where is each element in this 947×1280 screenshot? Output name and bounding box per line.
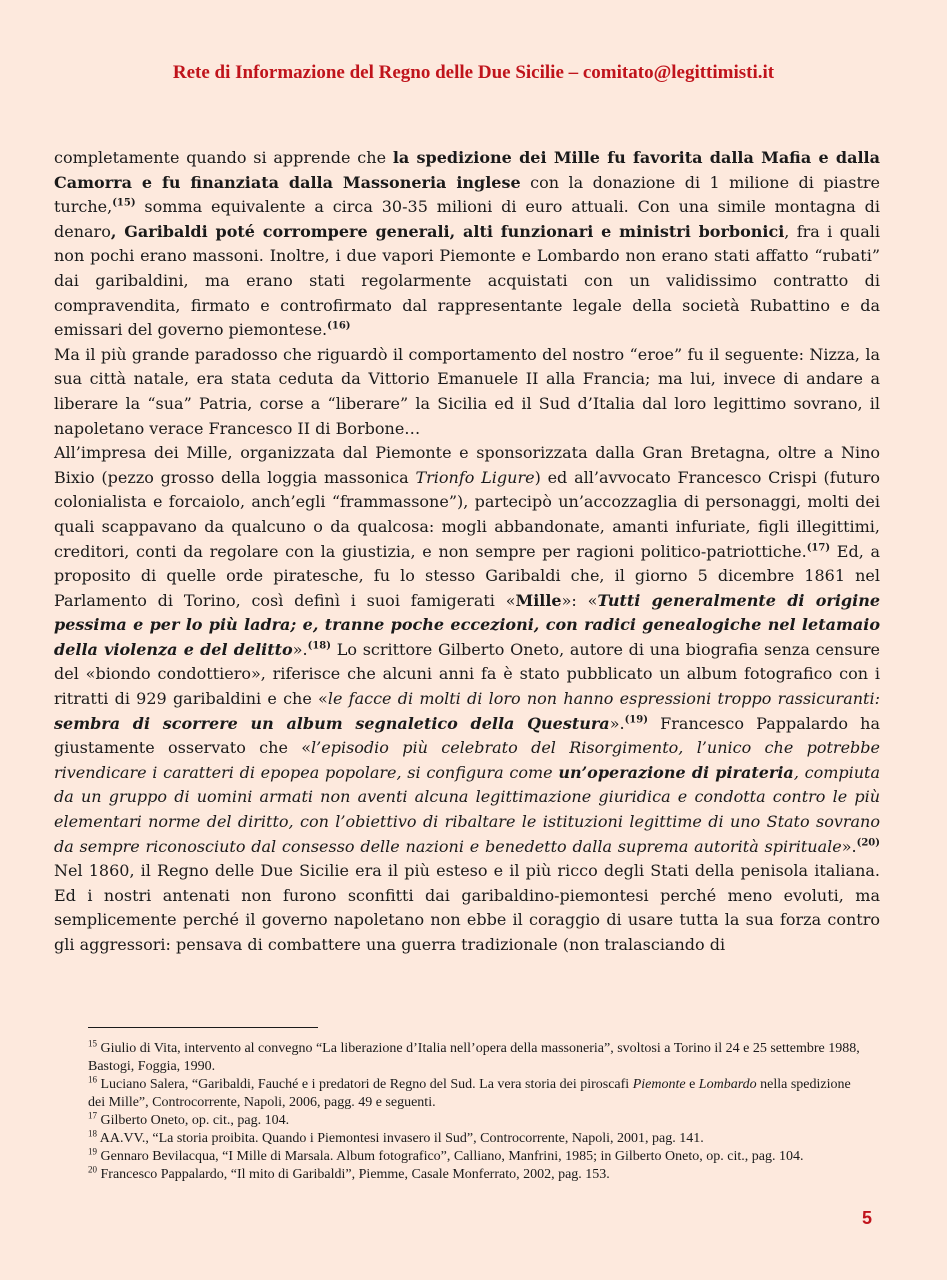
text-run: ) ed all’avvocato Francesco Crispi (futuro colonialista e forcaiolo, anch’egli “frammassone”), partecipò un’accozzaglia di personaggi, molti dei quali scappavano da qualcuno o da qualcosa: mogli abbandonate, amanti infuriate, figli illegittimi, creditori, conti da regolare con la giustizia, e non sempre per ragioni politico-patriottiche. xyxy=(54,467,880,561)
italic-text: Piemonte xyxy=(632,1077,686,1092)
text-run: ». xyxy=(609,713,625,733)
text-run: Giulio di Vita, intervento al convegno “La liberazione d’Italia nell’opera della massoneria”, svoltosi a Torino il 24 e 25 settembre 1988, Bastogi, Foggia, 1990. xyxy=(88,1041,860,1074)
emphasis-text: sembra di scorrere un album segnaletico della Questura xyxy=(54,713,610,733)
italic-text: l’episodio più celebrato del Risorgimento, l’unico che potrebbe rivendicare i caratteri di epopea popolare, si configura come xyxy=(54,738,880,782)
italic-text: le facce di molti di loro non hanno espressioni troppo rassicuranti: xyxy=(327,689,880,709)
italic-text: Trionfo Ligure xyxy=(415,467,535,487)
footnote xyxy=(88,1112,868,1130)
footnote-ref: 18 xyxy=(88,1128,97,1139)
text-run: Francesco Pappalardo ha giustamente osservato che « xyxy=(54,713,881,758)
footnote-ref: 19 xyxy=(88,1146,97,1157)
text-run: Ma il più grande paradosso che riguardò il comportamento del nostro “eroe” fu il seguente: Nizza, la sua città natale, era stata ceduta da Vittorio Emanuele II alla Francia; ma lui, invece di andare a liberare la “sua” Patria, corse a “liberare” la Sicilia ed il Sud d’Italia dal loro legittimo sovrano, il napoletano verace Francesco II di Borbone… xyxy=(54,344,880,438)
text-run: Lo scrittore Gilberto Oneto, autore di una biografia senza censure del «biondo condottiero», riferisce che alcuni anni fa è stato pubblicato un album fotografico con i ritratti di 929 garibaldini e che « xyxy=(54,639,880,709)
emphasis-text: la spedizione dei Mille fu favorita dalla Mafia e dalla Camorra e fu finanziata dalla Massoneria inglese xyxy=(54,148,880,192)
footnote-ref: (17) xyxy=(806,542,831,554)
emphasis-text: Mille xyxy=(515,590,562,610)
paragraph xyxy=(54,146,880,343)
text-run: completamente quando si apprende che xyxy=(54,148,393,167)
footnote xyxy=(88,1076,868,1112)
footnote-ref: (16) xyxy=(327,320,351,332)
text-run: Ed, a proposito di quelle orde piratesche, fu lo stesso Garibaldi che, il giorno 5 dicembre 1861 nel Parlamento di Torino, così definì i suoi famigerati « xyxy=(54,541,880,610)
text-run: e xyxy=(685,1077,699,1092)
footnotes xyxy=(88,1040,868,1184)
text-run: nella spedizione dei Mille”, Controcorrente, Napoli, 2006, pagg. 49 e seguenti. xyxy=(88,1077,851,1110)
footnote-ref: (18) xyxy=(307,640,331,652)
footnote-ref: 15 xyxy=(88,1038,97,1049)
page-number: 5 xyxy=(862,1208,873,1228)
text-run: Nel 1860, il Regno delle Due Sicilie era il più esteso e il più ricco degli Stati della penisola italiana. Ed i nostri antenati non furono sconfitti dai garibaldino-piemontesi perché meno evoluti, ma semplicemente perché il governo napoletano non ebbe il coraggio di usare tutta la sua forza contro gli aggressori: pensava di combattere una guerra tradizionale (non tralasciando di xyxy=(54,861,880,954)
text-run: Gennaro Bevilacqua, “I Mille di Marsala. Album fotografico”, Calliano, Manfrini, 1985; in Gilberto Oneto, op. cit., pag. 104. xyxy=(97,1149,804,1164)
footnote-ref: (20) xyxy=(856,837,880,849)
footnote-ref: (19) xyxy=(624,714,648,726)
footnote-ref: 20 xyxy=(88,1164,97,1175)
text-run: , fra i quali non pochi erano massoni. Inoltre, i due vapori Piemonte e Lombardo non erano stati affatto “rubati” dai garibaldini, ma erano stati regolarmente acquistati con un validissimo contratto di compravendita, firmato e controfirmato dal rappresentante legale della società Rubattino e da emissari del governo piemontese. xyxy=(54,221,881,340)
emphasis-text: Tutti generalmente di origine pessima e per lo più ladra; e, tranne poche eccezioni, con radici genealogiche nel letamaio della violenza e del delitto xyxy=(54,590,881,659)
text-run: »: « xyxy=(561,590,598,610)
body-text xyxy=(54,146,880,958)
text-run: AA.VV., “La storia proibita. Quando i Piemontesi invasero il Sud”, Controcorrente, Napoli, 2001, pag. 141. xyxy=(97,1131,704,1146)
footnote xyxy=(88,1130,868,1148)
emphasis-text: , Garibaldi poté corrompere generali, alti funzionari e ministri borbonici xyxy=(110,221,785,241)
text-run: ». xyxy=(292,639,308,659)
emphasis-text: un’operazione di pirateria xyxy=(558,762,794,782)
text-run: Luciano Salera, “Garibaldi, Fauché e i predatori de Regno del Sud. La vera storia dei piroscafi xyxy=(97,1077,633,1092)
text-run: Francesco Pappalardo, “Il mito di Garibaldi”, Piemme, Casale Monferrato, 2002, pag. 153. xyxy=(97,1167,610,1182)
text-run: con la donazione di 1 milione di piastre turche, xyxy=(54,172,880,217)
italic-text: , compiuta da un gruppo di uomini armati non aventi alcuna legittimazione giuridica e condotta contro le più elementari norme del diritto, con l’obiettivo di ribaltare le istituzioni legittime di uno Stato sovrano da sempre riconosciuto dal consesso delle nazioni e benedetto dalla suprema autorità spirituale xyxy=(54,762,881,856)
footnote-ref: 17 xyxy=(88,1110,97,1121)
italic-text: Lombardo xyxy=(698,1077,757,1092)
text-run: somma equivalente a circa 30-35 milioni di euro attuali. Con una simile montagna di denaro xyxy=(54,197,880,241)
text-run: Gilberto Oneto, op. cit., pag. 104. xyxy=(97,1113,290,1128)
text-run: All’impresa dei Mille, organizzata dal Piemonte e sponsorizzata dalla Gran Bretagna, oltre a Nino Bixio (pezzo grosso della loggia massonica xyxy=(54,443,880,487)
footnote-ref: 16 xyxy=(88,1074,97,1085)
footnote-ref: (15) xyxy=(112,197,136,209)
footnote xyxy=(88,1166,868,1184)
paragraph xyxy=(54,441,880,957)
footnote-divider xyxy=(88,1027,318,1028)
page-header: Rete di Informazione del Regno delle Due Sicilie – comitato@legittimisti.it xyxy=(172,62,775,83)
footnote xyxy=(88,1148,868,1166)
paragraph xyxy=(54,343,880,441)
footnote xyxy=(88,1040,868,1076)
text-run: ». xyxy=(841,836,857,856)
